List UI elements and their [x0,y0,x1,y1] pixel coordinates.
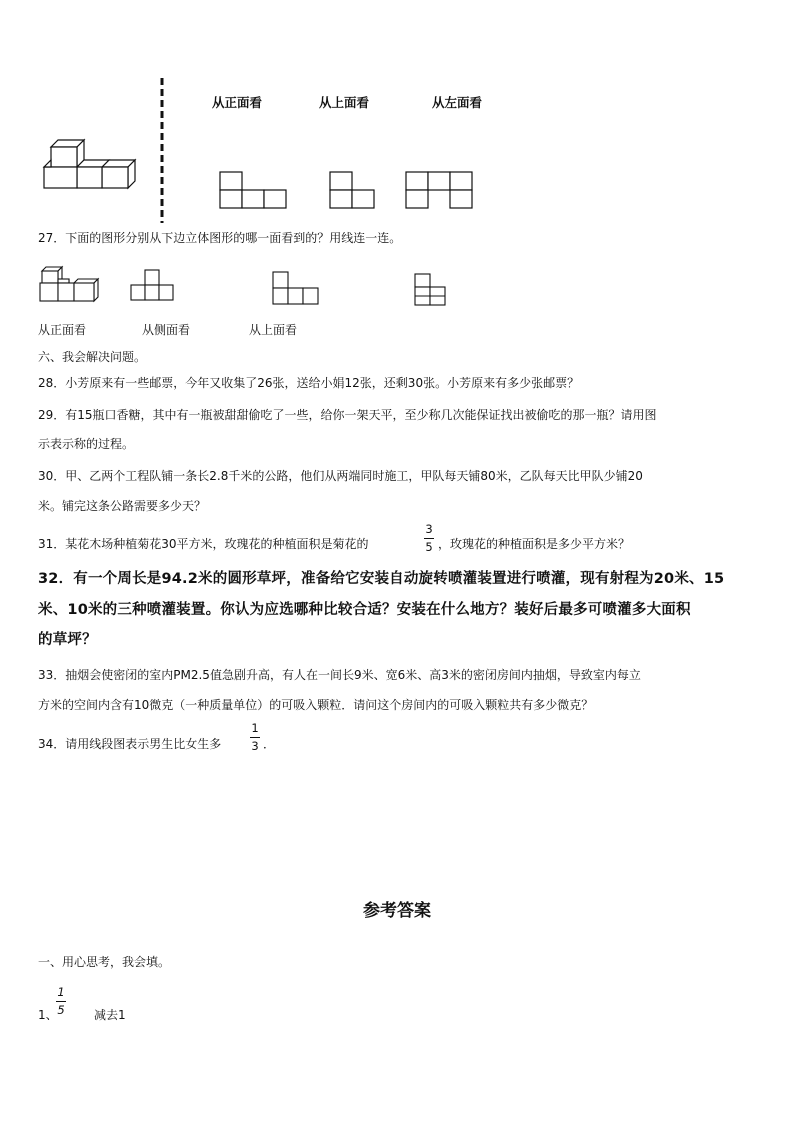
view-label-top: 从上面看 [319,95,370,110]
q27-label-top: 从上面看 [249,323,298,337]
view-grid-top [329,171,379,211]
question-33-line1: 33．抽烟会使密闭的室内PM2.5值急剧升高，有人在一间长9米、宽6米、高3米的密闭房间内抽烟，导致室内每立 [38,668,641,682]
q27-label-side: 从侧面看 [142,323,191,337]
answer-1-text: 减去1 [94,1008,126,1022]
q34-frac-num: 1 [251,721,259,735]
answers-section-1: 一、用心思考，我会填。 [38,955,171,969]
question-32-line2: 米、10米的三种喷灌装置。你认为应选哪种比较合适？安装在什么地方？装好后最多可喷灌多大面积 [38,602,691,618]
view-label-front: 从正面看 [212,95,263,110]
question-31-before: 31．某花木场种植菊花30平方米，玫瑰花的种植面积是菊花的 [38,537,369,551]
q31-frac-num: 3 [425,522,433,536]
q27-view-b [272,271,322,307]
question-27: 27．下面的图形分别从下边立体图形的哪一面看到的？用线连一连。 [38,231,402,245]
answers-title: 参考答案 [363,901,431,921]
q27-view-c [414,270,448,310]
a1-frac-den: 5 [57,1003,65,1017]
question-32-line1: 32．有一个周长是94.2米的圆形草坪，准备给它安装自动旋转喷灌装置进行喷灌，现有射程为20米、15 [38,571,725,587]
section-6-heading: 六、我会解决问题。 [38,350,147,364]
q27-view-a [130,269,174,305]
question-28: 28．小芳原来有一些邮票，今年又收集了26张，送给小娟12张，还剩30张。小芳原来有多少张邮票？ [38,376,580,390]
solid-figure-q27 [38,265,102,305]
view-label-left: 从左面看 [432,95,483,110]
question-29-line1: 29．有15瓶口香糖，其中有一瓶被甜甜偷吃了一些，给你一架天平，至少称几次能保证找出被偷吃的那一瓶？请用图 [38,408,657,422]
question-31-after: ，玫瑰花的种植面积是多少平方米？ [438,537,631,551]
view-grid-front [219,171,289,211]
question-30-line1: 30．甲、乙两个工程队铺一条长2.8千米的公路，他们从两端同时施工，甲队每天铺80米，乙队每天比甲队少铺20 [38,469,643,483]
q31-frac-den: 5 [425,540,433,554]
question-30-line2: 米。铺完这条公路需要多少天？ [38,499,207,513]
q34-frac-den: 3 [251,739,259,753]
dashed-divider [160,78,164,223]
question-34-after: ． [263,737,276,751]
solid-figure-top [42,138,142,198]
q27-label-front: 从正面看 [38,323,87,337]
question-32-line3: 的草坪？ [38,632,97,648]
question-29-line2: 示表示称的过程。 [38,437,135,451]
answer-1-prefix: 1、 [38,1008,58,1022]
question-33-line2: 方米的空间内含有10微克（一种质量单位）的可吸入颗粒．请问这个房间内的可吸入颗粒共有多少微克？ [38,698,594,712]
question-34-before: 34．请用线段图表示男生比女生多 [38,737,222,751]
view-grid-left [405,171,477,211]
a1-frac-num: 1 [57,985,65,999]
